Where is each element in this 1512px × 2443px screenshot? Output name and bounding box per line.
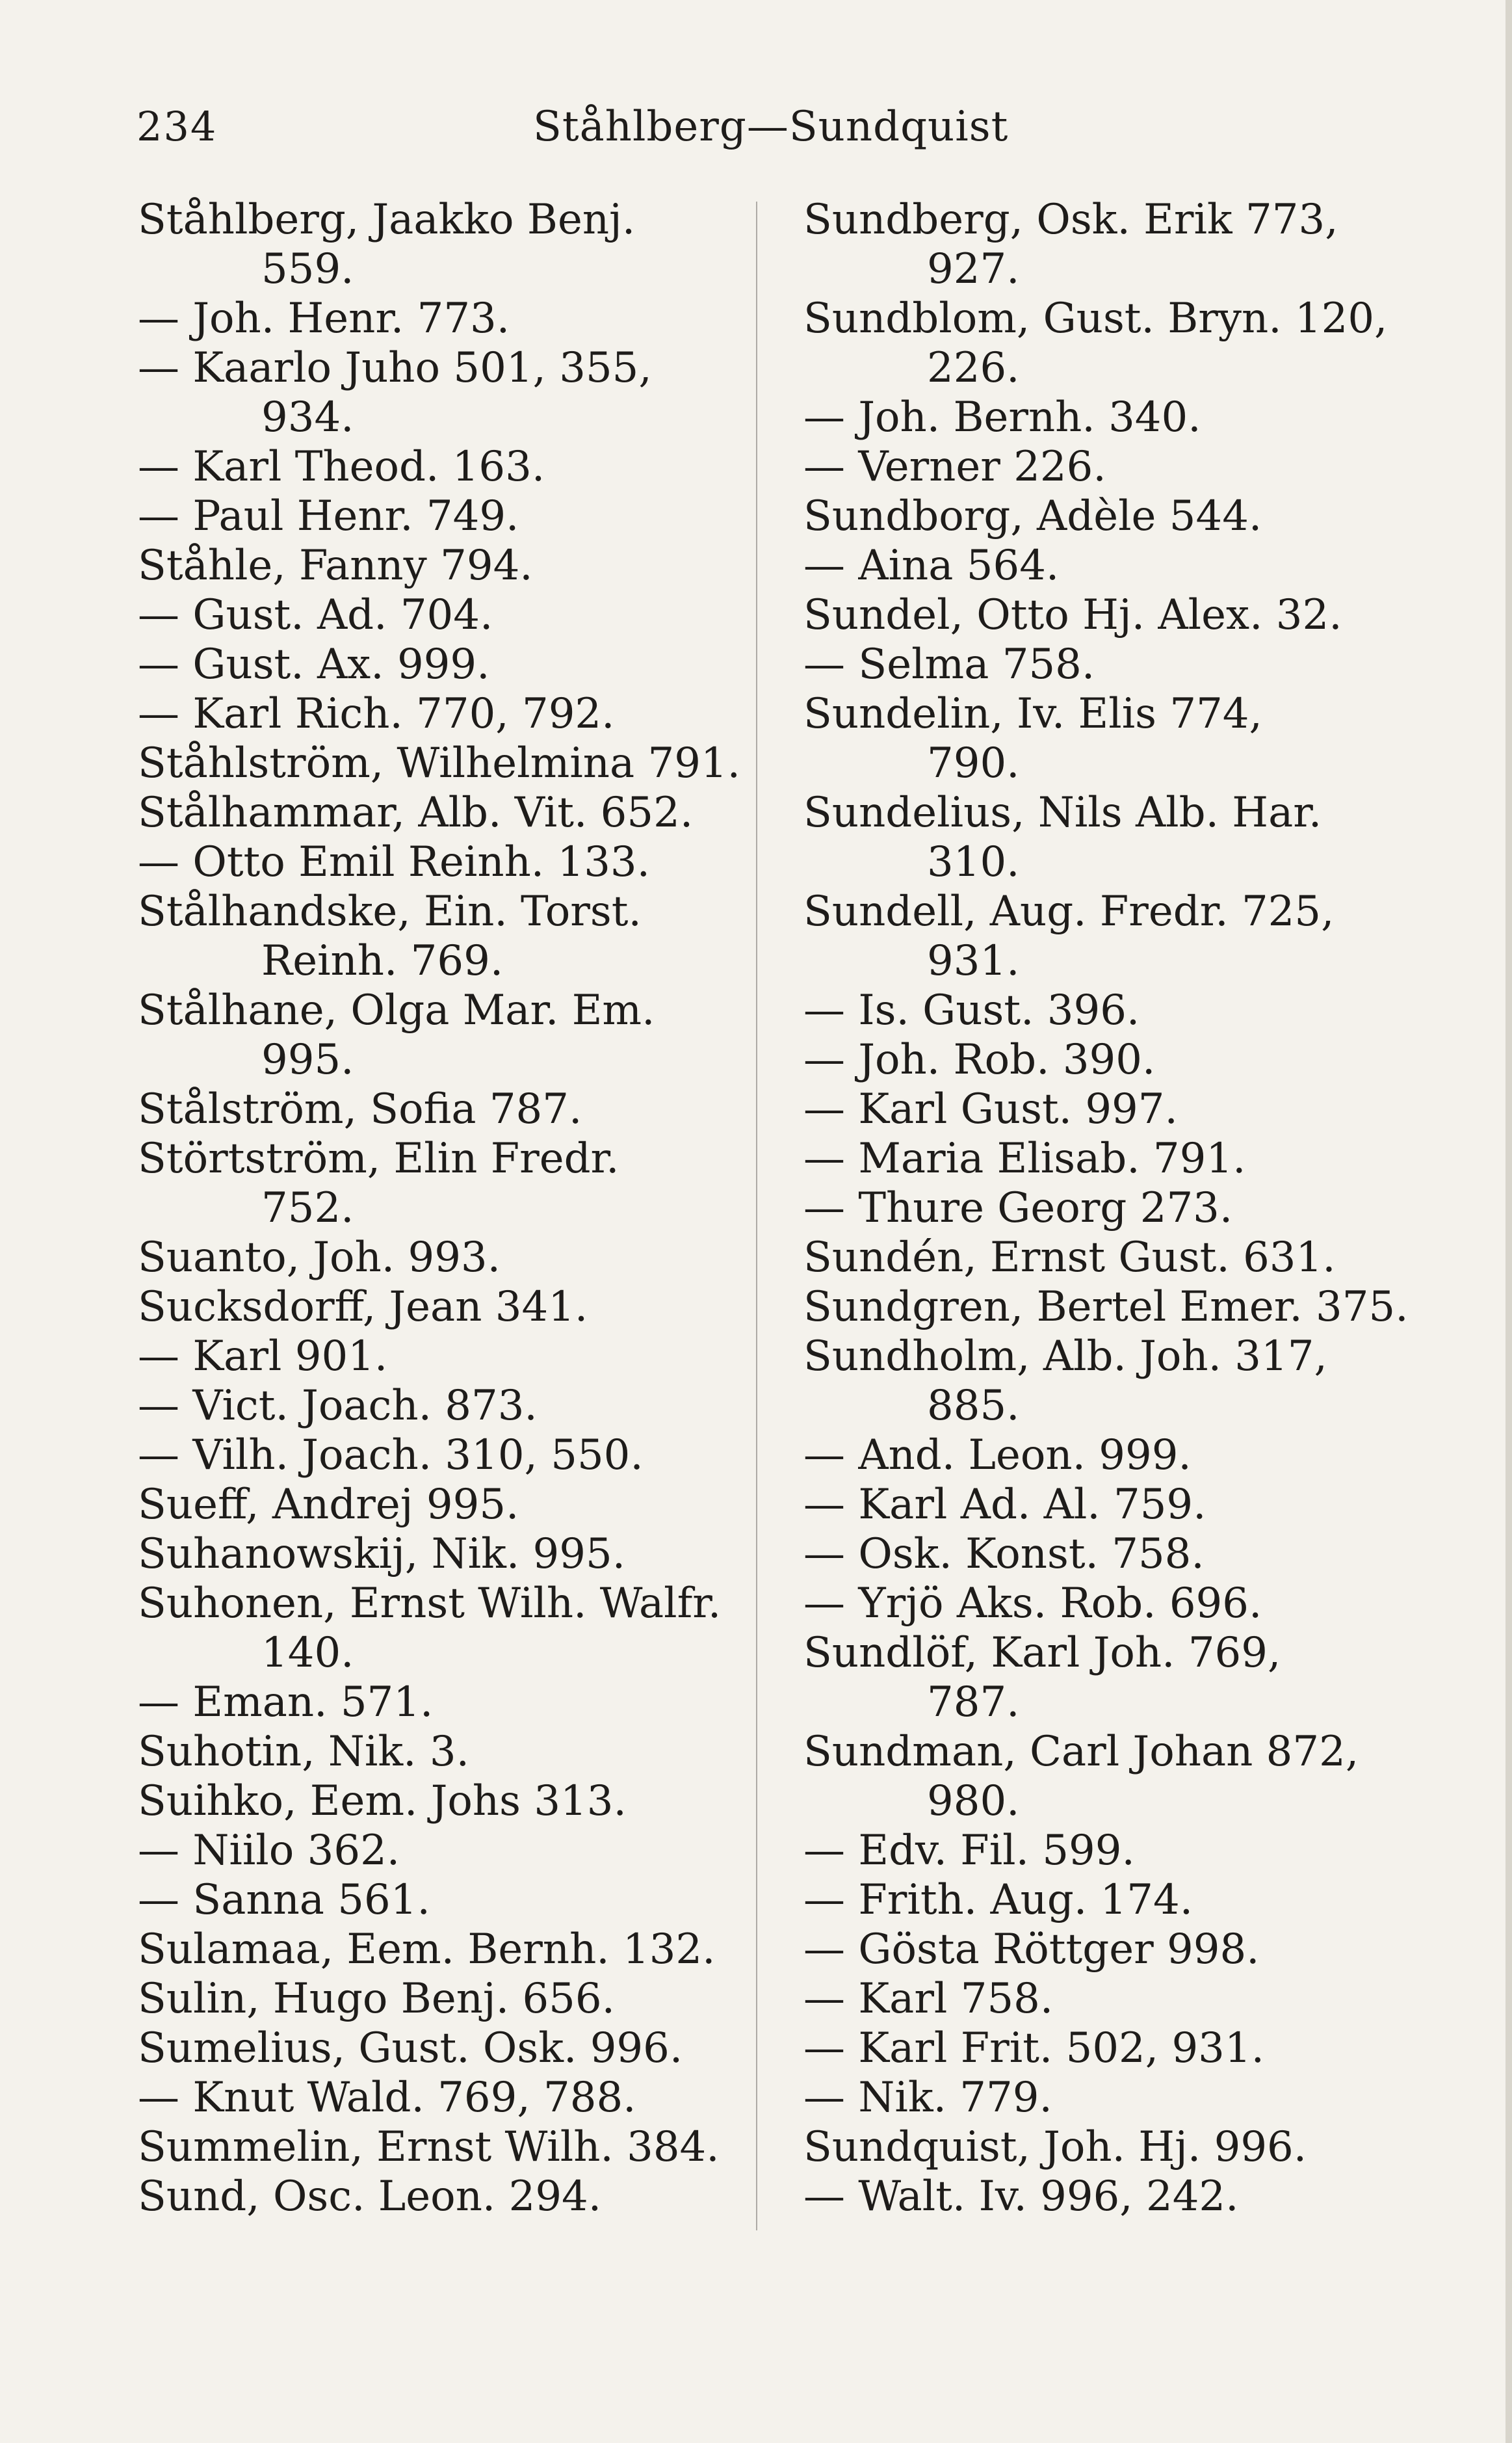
index-entry-line: — Joh. Henr. 773. xyxy=(138,295,510,343)
index-entry-line: Sundborg, Adèle 544. xyxy=(803,492,1262,540)
index-entry-line: Sundell, Aug. Fredr. 725, xyxy=(803,888,1335,936)
index-entry-line: 790. xyxy=(927,739,1020,787)
index-entry-line: — Nik. 779. xyxy=(803,2074,1052,2122)
page-header xyxy=(0,98,1512,156)
index-entry-line: Stålhandske, Ein. Torst. xyxy=(138,888,642,936)
index-entry-line: 934. xyxy=(261,393,354,442)
index-entry-line: — Selma 758. xyxy=(803,640,1095,689)
index-entry-line: Sundelius, Nils Alb. Har. xyxy=(803,789,1322,837)
index-entry-line: 927. xyxy=(927,245,1020,293)
index-entry-line: 980. xyxy=(927,1777,1020,1825)
index-entry-line: Störtström, Elin Fredr. xyxy=(138,1135,619,1183)
index-entry-line: — Frith. Aug. 174. xyxy=(803,1876,1193,1924)
index-entry-line: Sundén, Ernst Gust. 631. xyxy=(803,1234,1336,1282)
index-entry-line: 559. xyxy=(261,245,354,293)
index-entry-line: — Karl Rich. 770, 792. xyxy=(138,690,615,738)
index-entry-line: — Is. Gust. 396. xyxy=(803,986,1140,1035)
index-entry-line: Sundelin, Iv. Elis 774, xyxy=(803,690,1262,738)
index-entry-line: — Edv. Fil. 599. xyxy=(803,1827,1135,1875)
column-divider xyxy=(756,202,757,2230)
index-column-right xyxy=(803,195,1414,2221)
page-number: 234 xyxy=(137,103,218,150)
index-entry-line: Sucksdorff, Jean 341. xyxy=(138,1283,588,1331)
index-entry-line: — Kaarlo Juho 501, 355, xyxy=(138,344,652,392)
index-entry-line: 995. xyxy=(261,1036,354,1084)
index-entry-line: Ståhlström, Wilhelmina 791. xyxy=(138,739,740,787)
index-entry-line: Ståhlberg, Jaakko Benj. xyxy=(138,196,636,244)
index-entry-line: Summelin, Ernst Wilh. 384. xyxy=(138,2123,720,2171)
index-entry-line: Sulamaa, Eem. Bernh. 132. xyxy=(138,1925,716,1974)
index-entry-line: — Sanna 561. xyxy=(138,1876,430,1924)
index-entry-line: Sundquist, Joh. Hj. 996. xyxy=(803,2123,1307,2171)
index-entry-line: Sundlöf, Karl Joh. 769, xyxy=(803,1629,1281,1677)
index-entry-line: — Vilh. Joach. 310, 550. xyxy=(138,1431,644,1479)
index-entry-line: — Osk. Konst. 758. xyxy=(803,1530,1205,1578)
index-entry-line: 140. xyxy=(261,1629,354,1677)
index-entry-line: Suhotin, Nik. 3. xyxy=(138,1728,469,1776)
index-entry-line: — Niilo 362. xyxy=(138,1827,400,1875)
index-entry-line: Sundman, Carl Johan 872, xyxy=(803,1728,1359,1776)
index-entry-line: Sumelius, Gust. Osk. 996. xyxy=(138,2024,683,2072)
index-entry-line: Sundgren, Bertel Emer. 375. xyxy=(803,1283,1409,1331)
index-entry-line: Stålhane, Olga Mar. Em. xyxy=(138,986,655,1035)
index-entry-line: — Yrjö Aks. Rob. 696. xyxy=(803,1579,1262,1628)
index-column-left xyxy=(138,195,749,2221)
index-entry-line: Sueff, Andrej 995. xyxy=(138,1481,519,1529)
index-entry-line: — Knut Wald. 769, 788. xyxy=(138,2074,636,2122)
index-entry-line: — Vict. Joach. 873. xyxy=(138,1382,538,1430)
index-entry-line: 310. xyxy=(927,838,1020,886)
index-entry-line: Sundholm, Alb. Joh. 317, xyxy=(803,1332,1327,1380)
index-entry-line: — Karl 901. xyxy=(138,1332,388,1380)
index-entry-line: — Walt. Iv. 996, 242. xyxy=(803,2172,1239,2221)
index-entry-line: — Karl 758. xyxy=(803,1975,1054,2023)
index-entry-line: — Aina 564. xyxy=(803,542,1060,590)
index-entry-line: — Joh. Rob. 390. xyxy=(803,1036,1156,1084)
index-entry-line: — Karl Gust. 997. xyxy=(803,1085,1178,1133)
index-entry-line: — Joh. Bernh. 340. xyxy=(803,393,1201,442)
index-entry-line: — And. Leon. 999. xyxy=(803,1431,1192,1479)
running-head: Ståhlberg—Sundquist xyxy=(533,103,1009,151)
index-entry-line: Suhanowskij, Nik. 995. xyxy=(138,1530,626,1578)
index-entry-line: — Otto Emil Reinh. 133. xyxy=(138,838,650,886)
index-entry-line: 226. xyxy=(927,344,1020,392)
index-entry-line: Sulin, Hugo Benj. 656. xyxy=(138,1975,615,2023)
index-entry-line: 885. xyxy=(927,1382,1020,1430)
index-entry-line: — Thure Georg 273. xyxy=(803,1184,1233,1232)
page-edge xyxy=(1505,0,1512,2443)
index-entry-line: Sundblom, Gust. Bryn. 120, xyxy=(803,295,1388,343)
index-entry-line: — Verner 226. xyxy=(803,443,1106,491)
index-entry-line: Suhonen, Ernst Wilh. Walfr. xyxy=(138,1579,722,1628)
index-entry-line: Suanto, Joh. 993. xyxy=(138,1234,501,1282)
index-entry-line: Stålhammar, Alb. Vit. 652. xyxy=(138,789,694,837)
index-entry-line: — Gust. Ad. 704. xyxy=(138,591,493,639)
index-entry-line: — Gösta Röttger 998. xyxy=(803,1925,1260,1974)
index-entry-line: Suihko, Eem. Johs 313. xyxy=(138,1777,627,1825)
index-entry-line: Sund, Osc. Leon. 294. xyxy=(138,2172,602,2221)
index-entry-line: 931. xyxy=(927,937,1020,985)
index-entry-line: Reinh. 769. xyxy=(261,937,504,985)
index-entry-line: Sundel, Otto Hj. Alex. 32. xyxy=(803,591,1342,639)
index-entry-line: — Gust. Ax. 999. xyxy=(138,640,490,689)
index-entry-line: Stålström, Sofia 787. xyxy=(138,1085,582,1133)
index-entry-line: Ståhle, Fanny 794. xyxy=(138,542,533,590)
index-entry-line: — Karl Theod. 163. xyxy=(138,443,545,491)
index-entry-line: Sundberg, Osk. Erik 773, xyxy=(803,196,1338,244)
index-entry-line: — Paul Henr. 749. xyxy=(138,492,519,540)
index-entry-line: — Maria Elisab. 791. xyxy=(803,1135,1246,1183)
index-entry-line: — Karl Frit. 502, 931. xyxy=(803,2024,1264,2072)
index-entry-line: 752. xyxy=(261,1184,354,1232)
index-entry-line: — Eman. 571. xyxy=(138,1678,434,1726)
index-entry-line: — Karl Ad. Al. 759. xyxy=(803,1481,1206,1529)
index-entry-line: 787. xyxy=(927,1678,1020,1726)
